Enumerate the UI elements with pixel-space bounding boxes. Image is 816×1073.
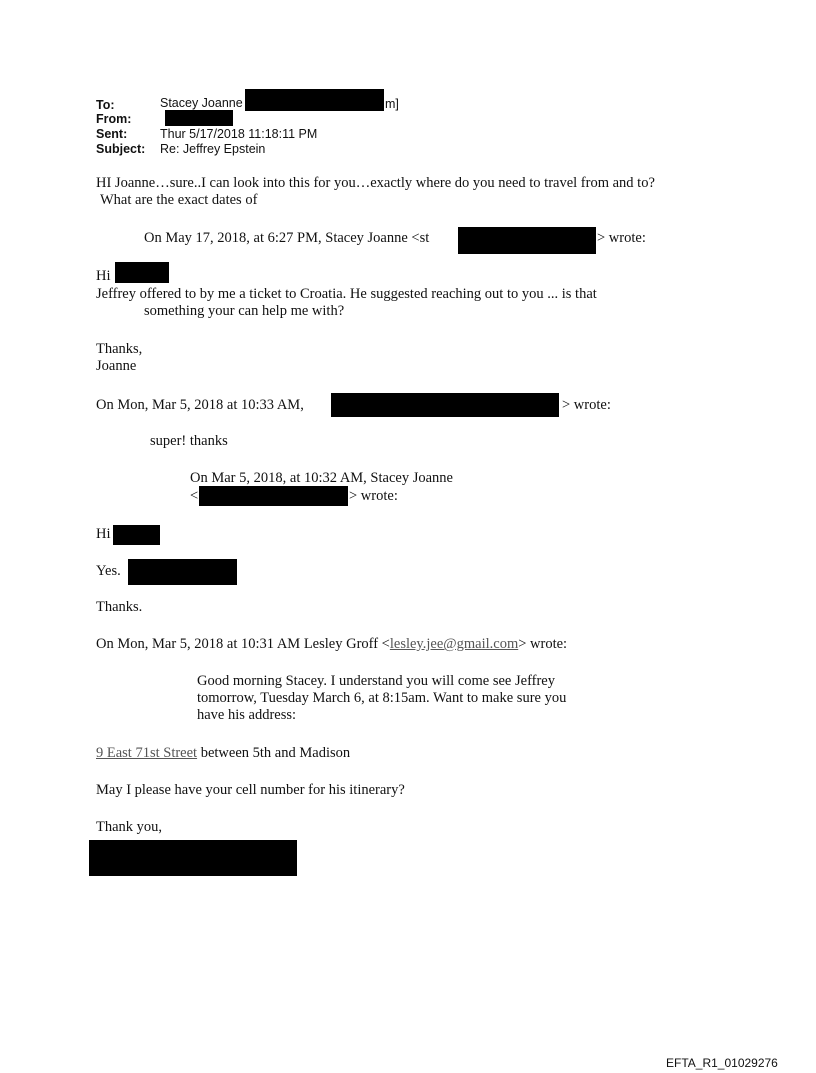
- quote2-intro-start: On Mon, Mar 5, 2018 at 10:33 AM,: [96, 397, 304, 413]
- bates-number: EFTA_R1_01029276: [666, 1056, 778, 1070]
- quote1-greeting: Hi: [96, 268, 111, 284]
- quote3-thanks: Thanks.: [96, 599, 143, 615]
- redaction-quote3-name: [113, 525, 160, 545]
- quote3-yes: Yes.: [96, 563, 121, 579]
- sent-value: Thur 5/17/2018 11:18:11 PM: [160, 127, 318, 141]
- quote1-body-line-1: Jeffrey offered to by me a ticket to Croatia. He suggested reaching out to you ... is that: [96, 286, 597, 302]
- redaction-from: [165, 110, 233, 126]
- subject-value: Re: Jeffrey Epstein: [160, 142, 266, 156]
- quote2-intro-end: > wrote:: [562, 397, 611, 413]
- redaction-to-email: [245, 89, 384, 111]
- quote4-body-line-3: have his address:: [197, 707, 297, 723]
- sent-label: Sent:: [96, 127, 128, 141]
- quote2-body: super! thanks: [150, 433, 228, 449]
- quote3-intro-open: <: [190, 488, 199, 504]
- quote1-intro-end: > wrote:: [597, 230, 646, 246]
- subject-label: Subject:: [96, 142, 146, 156]
- quote4-body-line-2: tomorrow, Tuesday March 6, at 8:15am. Want to make sure you: [197, 690, 567, 706]
- quote4-cell-request: May I please have your cell number for his itinerary?: [96, 782, 405, 798]
- quote3-intro-line-1: On Mar 5, 2018, at 10:32 AM, Stacey Joanne: [190, 470, 453, 486]
- quote3-intro-end: > wrote:: [349, 488, 398, 504]
- quote4-sign-off: Thank you,: [96, 819, 163, 835]
- to-value: Stacey Joanne: [160, 96, 243, 110]
- quote1-signature: Joanne: [96, 358, 137, 374]
- redaction-quote1-email: [458, 227, 596, 254]
- redaction-quote1-name: [115, 262, 169, 283]
- quote3-greeting: Hi: [96, 526, 111, 542]
- from-label: From:: [96, 112, 132, 126]
- quote1-body-line-2: something your can help me with?: [144, 303, 345, 319]
- reply-line-2: What are the exact dates of: [100, 192, 258, 208]
- quote4-intro-end: > wrote:: [518, 636, 568, 652]
- redaction-signature: [89, 840, 297, 876]
- email-link[interactable]: lesley.jee@gmail.com: [389, 636, 519, 652]
- quote1-thanks: Thanks,: [96, 341, 143, 357]
- redaction-quote3-number: [128, 559, 237, 585]
- reply-line-1: HI Joanne…sure..I can look into this for you…exactly where do you need to travel from and to?: [96, 175, 655, 191]
- quote4-body-line-1: Good morning Stacey. I understand you will come see Jeffrey: [197, 673, 555, 689]
- address-rest: between 5th and Madison: [197, 745, 351, 761]
- to-label: To:: [96, 98, 115, 112]
- quote4-intro-start: On Mon, Mar 5, 2018 at 10:31 AM Lesley Groff <: [96, 636, 390, 652]
- redaction-quote3-email: [199, 486, 348, 506]
- to-suffix: m]: [385, 97, 399, 111]
- quote4-intro: [96, 636, 567, 653]
- quote4-address: [96, 745, 350, 762]
- address-link[interactable]: 9 East 71st Street: [96, 745, 198, 761]
- redaction-quote2-email: [331, 393, 559, 417]
- quote1-intro-start: On May 17, 2018, at 6:27 PM, Stacey Joanne <st: [144, 230, 430, 246]
